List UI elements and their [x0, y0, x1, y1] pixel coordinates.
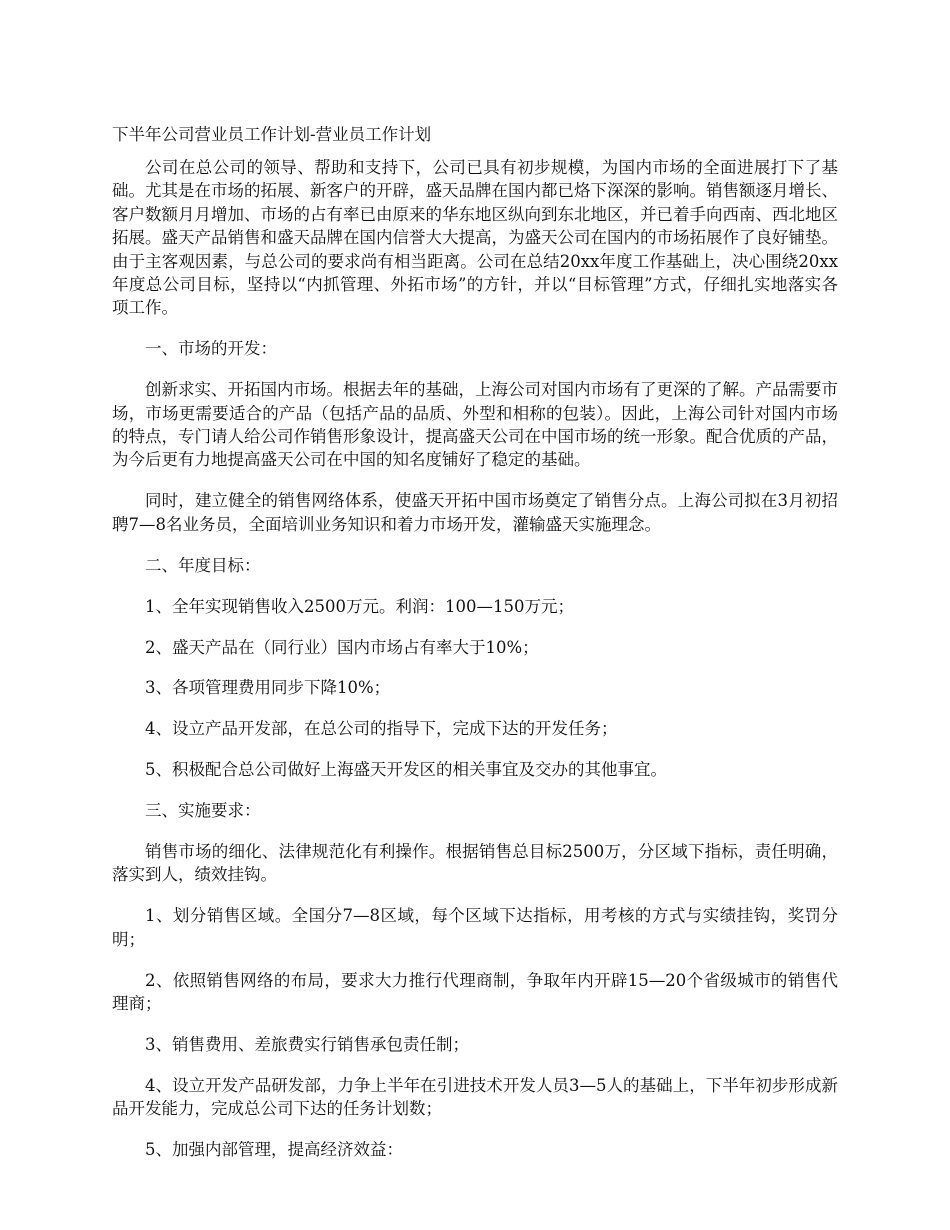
goal-item-2: 2、盛天产品在（同行业）国内市场占有率大于10%； [145, 637, 539, 657]
goal-item-3: 3、各项管理费用同步下降10%； [145, 678, 391, 698]
goal-item-5: 5、积极配合总公司做好上海盛天开发区的相关事宜及交办的其他事宜。 [145, 760, 667, 780]
section-heading-annual-goals: 二、年度目标： [145, 555, 261, 575]
requirement-item-1: 1、划分销售区域。全国分7—8区域，每个区域下达指标，用考核的方式与实绩挂钩，奖罚分明； [112, 906, 838, 949]
document-title: 下半年公司营业员工作计划-营业员工作计划 [112, 125, 432, 144]
implementation-paragraph: 销售市场的细化、法律规范化有利操作。根据销售总目标2500万，分区域下指标，责任明确，落实到人，绩效挂钩。 [112, 842, 838, 885]
requirement-item-5: 5、加强内部管理，提高经济效益： [145, 1140, 403, 1160]
sales-network-paragraph: 同时，建立健全的销售网络体系，使盛天开拓中国市场奠定了销售分点。上海公司拟在3月初招聘7—8名业务员，全面培训业务知识和着力市场开发，灌输盛天实施理念。 [112, 491, 838, 534]
requirement-item-3: 3、销售费用、差旅费实行销售承包责任制； [145, 1034, 469, 1054]
section-heading-market-development: 一、市场的开发： [145, 339, 277, 359]
market-paragraph: 创新求实、开拓国内市场。根据去年的基础，上海公司对国内市场有了更深的了解。产品需要市场，市场更需要适合的产品（包括产品的品质、外型和相称的包装）。因此，上海公司针对国内市场的特点，专门请人给公司作销售形象设计，提高盛天公司在中国市场的统一形象。配合优质的产品，为今后更有力地提高盛天公司在中国的知名度铺好了稳定的基础。 [112, 380, 838, 470]
requirement-item-2: 2、依照销售网络的布局，要求大力推行代理商制，争取年内开辟15—20个省级城市的销售代理商； [112, 970, 838, 1014]
section-heading-implementation: 三、实施要求： [145, 801, 261, 821]
requirement-item-4: 4、设立开发产品研发部，力争上半年在引进技术开发人员3—5人的基础上，下半年初步形成新品开发能力，完成总公司下达的任务计划数； [112, 1075, 838, 1119]
document-page [112, 124, 838, 1179]
goal-item-4: 4、设立产品开发部，在总公司的指导下，完成下达的开发任务； [145, 719, 618, 739]
intro-paragraph: 公司在总公司的领导、帮助和支持下，公司已具有初步规模，为国内市场的全面进展打下了基础。尤其是在市场的拓展、新客户的开辟，盛天品牌在国内都已烙下深深的影响。销售额逐月增长、客户数额月月增加、市场的占有率已由原来的华东地区纵向到东北地区，并已着手向西南、西北地区拓展。盛天产品销售和盛天品牌在国内信誉大大提高，为盛天公司在国内的市场拓展作了良好铺垫。由于主客观因素，与总公司的要求尚有相当距离。公司在总结20xx年度工作基础上，决心围绕20xx年度总公司目标，坚持以“内抓管理、外拓市场”的方针，并以“目标管理”方式，仔细扎实地落实各项工作。 [112, 158, 838, 318]
goal-item-1: 1、全年实现销售收入2500万元。利润：100—150万元； [145, 596, 574, 616]
